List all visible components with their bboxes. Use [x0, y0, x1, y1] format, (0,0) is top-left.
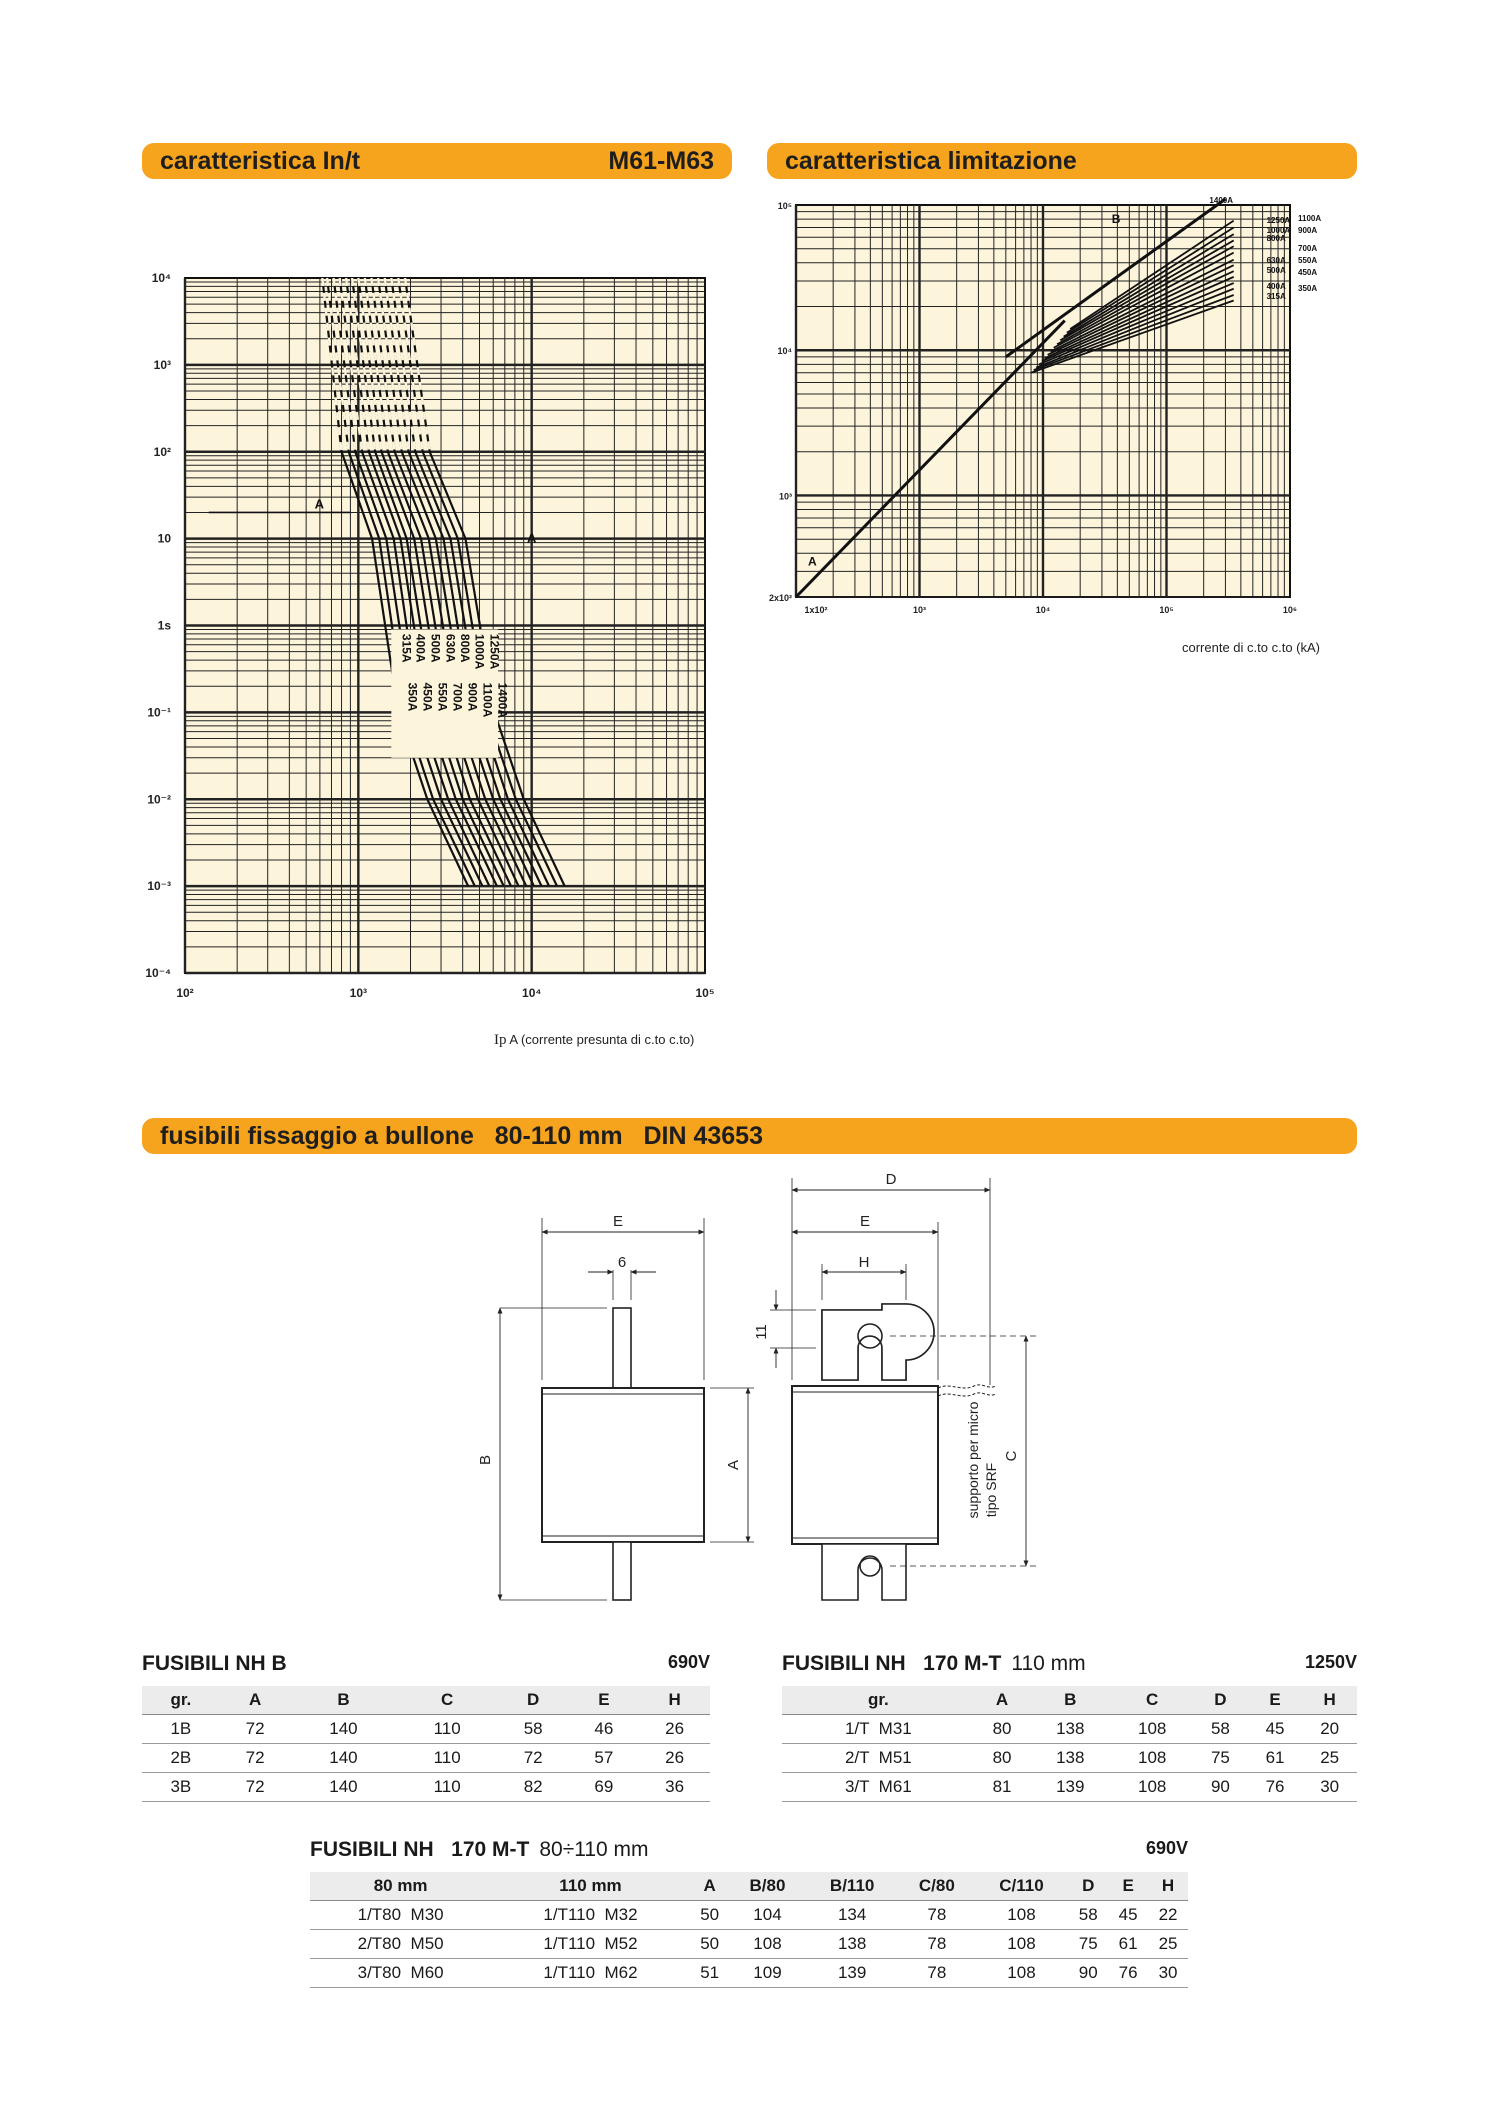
section-bar-limit	[767, 143, 1357, 179]
table1-cell-0-1: 72	[220, 1715, 291, 1744]
table-row	[142, 1744, 710, 1773]
table3-cell-2-4: 139	[805, 1959, 899, 1988]
table1-cell-1-5: 57	[569, 1744, 640, 1773]
table2-cell-1-5: 61	[1248, 1744, 1303, 1773]
rating-label-315A: 315A	[1266, 292, 1286, 301]
table1-cell-2-1: 72	[220, 1773, 291, 1802]
dim-label-six: 6	[617, 1254, 627, 1271]
table-row	[782, 1744, 1357, 1773]
table1-cell-0-6: 26	[639, 1715, 710, 1744]
fuse-side-body	[792, 1386, 938, 1544]
rating-label-1100A: 1100A	[480, 682, 495, 718]
table2-cell-0-4: 58	[1193, 1715, 1248, 1744]
table1-voltage: 690V	[667, 1652, 710, 1672]
table3-cell-2-3: 109	[730, 1959, 806, 1988]
table2-subtitle: 110 mm	[1011, 1652, 1086, 1675]
table3-cell-1-2: 50	[690, 1930, 730, 1959]
rating-label-350A: 350A	[405, 682, 420, 712]
table3-cell-0-0: 1/T80 M30	[310, 1901, 491, 1930]
dim-label-e-left: E	[612, 1213, 624, 1230]
table2-header-4: D	[1193, 1686, 1248, 1715]
rating-label-700A: 700A	[1298, 244, 1318, 253]
table1-title-row	[142, 1652, 710, 1676]
table1-cell-2-3: 110	[396, 1773, 497, 1802]
rating-label-800A: 800A	[457, 633, 472, 663]
table3-header-0: 80 mm	[310, 1872, 491, 1901]
table1-cell-1-4: 72	[498, 1744, 569, 1773]
table3-header-6: C/110	[975, 1872, 1069, 1901]
table3-cell-0-6: 108	[975, 1901, 1069, 1930]
dim-label-a: A	[725, 1459, 742, 1471]
table2-header-3: C	[1111, 1686, 1193, 1715]
table1-cell-0-5: 46	[569, 1715, 640, 1744]
fuse-front-blade-top	[613, 1308, 631, 1390]
chart-int-curve	[140, 268, 730, 1018]
rating-label-900A: 900A	[465, 682, 480, 712]
x-tick-label: 10²	[176, 986, 194, 1000]
table2-cell-1-0: 2/T M51	[782, 1744, 975, 1773]
table-row	[142, 1715, 710, 1744]
table1-cell-0-4: 58	[498, 1715, 569, 1744]
y-tick-label: 2x10²	[768, 593, 792, 603]
y-tick-label: 10³	[153, 357, 171, 372]
table1-cell-2-2: 140	[290, 1773, 396, 1802]
table1-header-1: A	[220, 1686, 291, 1715]
table1-cell-1-0: 2B	[142, 1744, 220, 1773]
table1-cell-0-0: 1B	[142, 1715, 220, 1744]
rating-label-1400A: 1400A	[495, 682, 510, 719]
table3-cell-1-7: 75	[1068, 1930, 1108, 1959]
table2-cell-2-6: 30	[1302, 1773, 1357, 1802]
dim-label-h: H	[858, 1254, 870, 1271]
table1-cell-1-3: 110	[396, 1744, 497, 1773]
rating-label-1100A: 1100A	[1298, 214, 1322, 223]
table-row	[782, 1773, 1357, 1802]
table-nh-170mt-110	[782, 1686, 1357, 1802]
table3-cell-2-5: 78	[899, 1959, 975, 1988]
x-tick-label: 10³	[912, 605, 927, 615]
table3-cell-0-8: 45	[1108, 1901, 1148, 1930]
table3-cell-2-9: 30	[1148, 1959, 1188, 1988]
table2-cell-1-6: 25	[1302, 1744, 1357, 1773]
table2-header-5: E	[1248, 1686, 1303, 1715]
rating-label-350A: 350A	[1298, 284, 1318, 293]
table2-cell-2-5: 76	[1248, 1773, 1303, 1802]
chart-left-xlabel	[494, 1032, 694, 1049]
section-code: M61-M63	[608, 146, 714, 175]
rating-label-1250A: 1250A	[1266, 216, 1291, 225]
table3-cell-2-7: 90	[1068, 1959, 1108, 1988]
table3-voltage: 690V	[1145, 1838, 1188, 1858]
table1-cell-2-5: 69	[569, 1773, 640, 1802]
table3-header-1: 110 mm	[491, 1872, 690, 1901]
table1-header-5: E	[569, 1686, 640, 1715]
fuse-front-blade-bottom	[613, 1542, 631, 1600]
table3-cell-0-7: 58	[1068, 1901, 1108, 1930]
table-nh-b	[142, 1686, 710, 1802]
rating-label-1250A: 1250A	[487, 633, 502, 670]
table2-cell-0-5: 45	[1248, 1715, 1303, 1744]
table1-cell-2-4: 82	[498, 1773, 569, 1802]
table2-header-0: gr.	[782, 1686, 975, 1715]
rating-label-550A: 550A	[1298, 256, 1318, 265]
fuse-drawing	[470, 1160, 1070, 1630]
table1-cell-2-6: 36	[639, 1773, 710, 1802]
rating-label-1000A: 1000A	[472, 633, 487, 670]
y-tick-label: 1s	[157, 618, 171, 633]
table3-cell-2-1: 1/T110 M62	[491, 1959, 690, 1988]
table3-cell-2-0: 3/T80 M60	[310, 1959, 491, 1988]
table1-cell-0-3: 110	[396, 1715, 497, 1744]
rating-label-500A: 500A	[428, 633, 443, 663]
x-tick-label: 10⁵	[1159, 605, 1174, 615]
xlabel-text: A (corrente presunta di c.to c.to)	[509, 1032, 695, 1047]
marker-a: A	[807, 554, 817, 569]
marker-a-right: A	[527, 530, 537, 546]
table3-cell-0-4: 134	[805, 1901, 899, 1930]
table-row	[310, 1901, 1188, 1930]
table2-cell-0-0: 1/T M31	[782, 1715, 975, 1744]
y-tick-label: 10⁴	[151, 271, 171, 285]
table2-header-2: B	[1029, 1686, 1111, 1715]
table2-voltage: 1250V	[1304, 1652, 1357, 1672]
table3-cell-0-2: 50	[690, 1901, 730, 1930]
rating-label-630A: 630A	[1266, 256, 1286, 265]
table1-title: FUSIBILI NH B	[142, 1652, 287, 1675]
table1-header-3: C	[396, 1686, 497, 1715]
x-tick-label: 10⁶	[1282, 605, 1298, 615]
y-tick-label: 10⁻⁴	[145, 966, 171, 980]
table-nh-170mt-80-110	[310, 1872, 1188, 1988]
marker-b: B	[1111, 212, 1121, 227]
table3-header-3: B/80	[730, 1872, 806, 1901]
table3-cell-2-6: 108	[975, 1959, 1069, 1988]
table3-cell-1-4: 138	[805, 1930, 899, 1959]
table1-header-4: D	[498, 1686, 569, 1715]
rating-label-550A: 550A	[435, 682, 450, 712]
rating-label-700A: 700A	[450, 682, 465, 712]
table2-cell-1-1: 80	[975, 1744, 1030, 1773]
table2-cell-1-2: 138	[1029, 1744, 1111, 1773]
table-row	[310, 1930, 1188, 1959]
fuse-side-bottom-tab	[822, 1544, 906, 1600]
rating-label-450A: 450A	[420, 682, 435, 712]
table3-header-8: E	[1108, 1872, 1148, 1901]
rating-label-1000A: 1000A	[1266, 226, 1291, 235]
y-tick-label: 10	[157, 531, 171, 546]
y-tick-label: 10⁻³	[147, 879, 171, 894]
table3-cell-0-3: 104	[730, 1901, 806, 1930]
table2-cell-0-2: 138	[1029, 1715, 1111, 1744]
table3-header-4: B/110	[805, 1872, 899, 1901]
dim-label-eleven: 11	[753, 1324, 770, 1340]
table2-header-1: A	[975, 1686, 1030, 1715]
table2-cell-1-4: 75	[1193, 1744, 1248, 1773]
rating-label-400A: 400A	[413, 633, 428, 663]
table1-cell-2-0: 3B	[142, 1773, 220, 1802]
table3-cell-1-6: 108	[975, 1930, 1069, 1959]
table1-header-6: H	[639, 1686, 710, 1715]
table2-cell-0-1: 80	[975, 1715, 1030, 1744]
table3-title: FUSIBILI NH 170 M-T	[310, 1838, 530, 1861]
rating-label-1400A: 1400A	[1209, 196, 1234, 205]
dim-label-d: D	[885, 1171, 897, 1188]
section-title-int: caratteristica In/t	[160, 146, 361, 175]
table1-header-0: gr.	[142, 1686, 220, 1715]
table-row	[142, 1773, 710, 1802]
section-title-limit: caratteristica limitazione	[785, 146, 1077, 175]
y-tick-label: 10⁵	[777, 201, 792, 211]
table2-cell-2-4: 90	[1193, 1773, 1248, 1802]
table2-cell-0-6: 20	[1302, 1715, 1357, 1744]
table2-header-6: H	[1302, 1686, 1357, 1715]
table-row	[310, 1959, 1188, 1988]
y-tick-label: 10³	[778, 491, 792, 502]
support-label-2: tipo SRF	[983, 1462, 999, 1518]
y-tick-label: 10⁻²	[147, 792, 171, 807]
chart-right-xlabel: corrente di c.to c.to (kA)	[1182, 640, 1320, 655]
table3-cell-1-8: 61	[1108, 1930, 1148, 1959]
table1-cell-1-2: 140	[290, 1744, 396, 1773]
support-label-1: supporto per micro	[965, 1401, 981, 1519]
table2-cell-1-3: 108	[1111, 1744, 1193, 1773]
chart-limitation	[760, 195, 1360, 625]
xlabel-symbol: Ip	[494, 1032, 507, 1048]
x-tick-label: 1x10²	[804, 605, 828, 615]
table3-subtitle: 80÷110 mm	[539, 1838, 649, 1861]
table3-header-5: C/80	[899, 1872, 975, 1901]
table3-cell-0-1: 1/T110 M32	[491, 1901, 690, 1930]
table3-header-2: A	[690, 1872, 730, 1901]
table3-cell-0-5: 78	[899, 1901, 975, 1930]
marker-a-left: A	[314, 496, 325, 512]
table3-cell-1-5: 78	[899, 1930, 975, 1959]
rating-label-500A: 500A	[1266, 266, 1286, 275]
rating-label-400A: 400A	[1266, 282, 1286, 291]
table1-cell-1-1: 72	[220, 1744, 291, 1773]
section-bar-bolt	[142, 1118, 1357, 1154]
dim-label-b: B	[477, 1454, 494, 1466]
table-row	[782, 1715, 1357, 1744]
table3-cell-1-3: 108	[730, 1930, 806, 1959]
rating-label-450A: 450A	[1298, 268, 1318, 277]
x-tick-label: 10⁵	[695, 986, 715, 1000]
table3-cell-2-2: 51	[690, 1959, 730, 1988]
table2-cell-2-1: 81	[975, 1773, 1030, 1802]
section-title-bolt: fusibili fissaggio a bullone 80-110 mm DIN 43653	[160, 1121, 763, 1150]
dim-label-c: C	[1003, 1450, 1020, 1462]
rating-label-630A: 630A	[443, 633, 458, 663]
table1-cell-1-6: 26	[639, 1744, 710, 1773]
table2-title-row	[782, 1652, 1357, 1676]
table3-cell-1-9: 25	[1148, 1930, 1188, 1959]
rating-label-900A: 900A	[1298, 226, 1318, 235]
table2-cell-2-3: 108	[1111, 1773, 1193, 1802]
section-bar-int	[142, 143, 732, 179]
y-tick-label: 10⁴	[777, 346, 792, 357]
x-tick-label: 10⁴	[522, 986, 542, 1000]
x-tick-label: 10³	[349, 986, 368, 1000]
y-tick-label: 10⁻¹	[147, 705, 171, 720]
x-tick-label: 10⁴	[1035, 605, 1051, 615]
fuse-front-body	[542, 1388, 704, 1542]
table3-cell-1-0: 2/T80 M50	[310, 1930, 491, 1959]
rating-label-800A: 800A	[1266, 234, 1286, 243]
table3-cell-0-9: 22	[1148, 1901, 1188, 1930]
table1-header-2: B	[290, 1686, 396, 1715]
table2-title: FUSIBILI NH 170 M-T	[782, 1652, 1002, 1675]
table3-cell-2-8: 76	[1108, 1959, 1148, 1988]
table2-cell-2-0: 3/T M61	[782, 1773, 975, 1802]
rating-label-315A: 315A	[399, 633, 414, 663]
table3-header-7: D	[1068, 1872, 1108, 1901]
dim-label-e-right: E	[859, 1213, 871, 1230]
table2-cell-0-3: 108	[1111, 1715, 1193, 1744]
table1-cell-0-2: 140	[290, 1715, 396, 1744]
y-tick-label: 10²	[153, 444, 171, 459]
table3-header-9: H	[1148, 1872, 1188, 1901]
table2-cell-2-2: 139	[1029, 1773, 1111, 1802]
table3-title-row	[310, 1838, 1188, 1862]
table3-cell-1-1: 1/T110 M52	[491, 1930, 690, 1959]
